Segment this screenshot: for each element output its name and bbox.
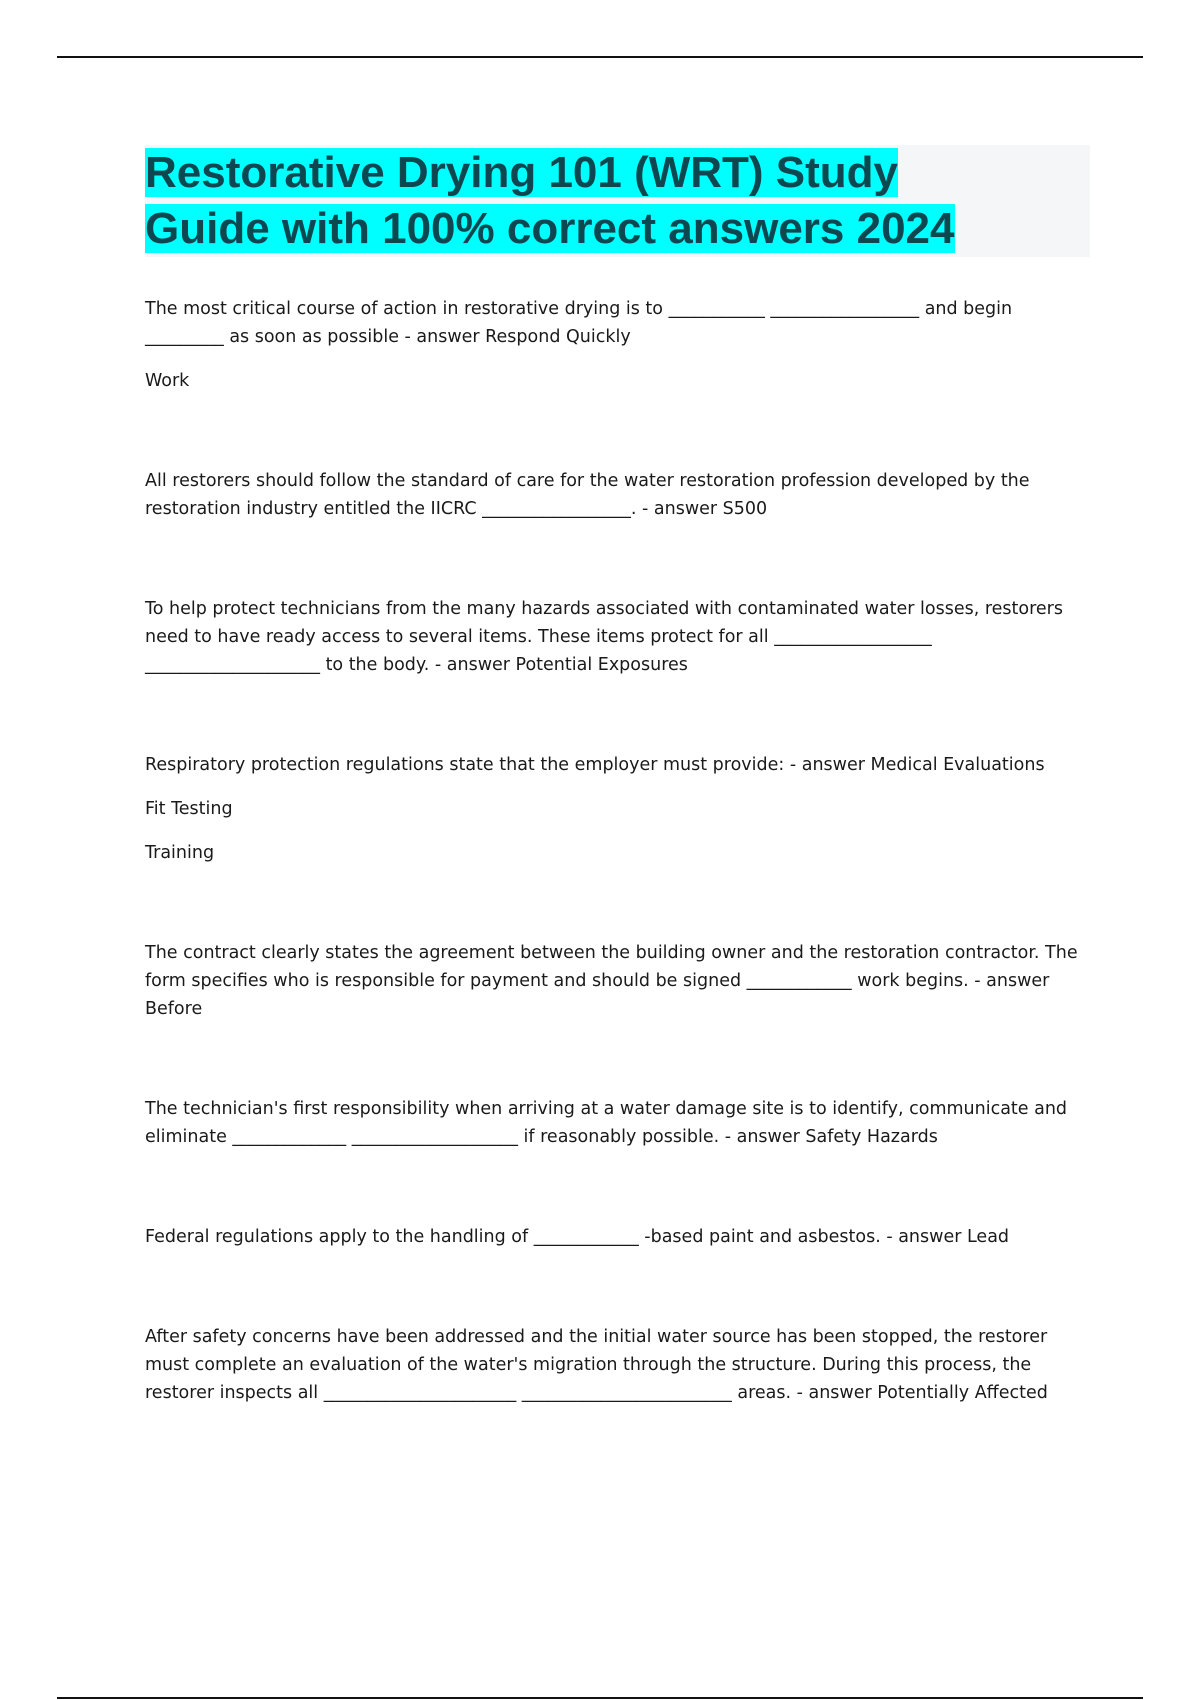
- item-spacer: [145, 1023, 1090, 1095]
- item-spacer: [145, 395, 1090, 467]
- question-text: The contract clearly states the agreement between the building owner and the restoration contractor. The form specifies who is responsible for payment and should be signed ____________ work begins. - answer Before: [145, 943, 1078, 1019]
- qa-item: [145, 295, 1090, 395]
- bottom-divider: [57, 1697, 1143, 1699]
- question-text: Federal regulations apply to the handling of ____________ -based paint and asbestos. - answer Lead: [145, 1227, 1010, 1247]
- item-spacer: [145, 679, 1090, 751]
- qa-item: [145, 1223, 1090, 1251]
- qa-item: [145, 1323, 1090, 1407]
- document-body: [145, 145, 1090, 1407]
- qa-item: [145, 595, 1090, 679]
- qa-list: [145, 295, 1090, 1407]
- top-divider: [57, 56, 1143, 58]
- question-text: All restorers should follow the standard of care for the water restoration profession developed by the restoration industry entitled the IICRC _________________. - answer S500: [145, 471, 1030, 519]
- qa-item: [145, 751, 1090, 867]
- question-text: The technician's first responsibility when arriving at a water damage site is to identify, communicate and eliminate _____________ ___________________ if reasonably possible. - answer Safety Hazards: [145, 1099, 1068, 1147]
- question-text: Respiratory protection regulations state that the employer must provide: - answer Medical Evaluations: [145, 755, 1045, 775]
- qa-item: [145, 1095, 1090, 1151]
- document-title: [145, 145, 1090, 257]
- item-spacer: [145, 523, 1090, 595]
- item-spacer: [145, 1151, 1090, 1223]
- title-box: [145, 145, 1090, 257]
- item-spacer: [145, 867, 1090, 939]
- question-text: The most critical course of action in restorative drying is to ___________ _________________ and begin _________ as soon as possible - answer Respond Quickly: [145, 299, 1013, 347]
- title-line-2: Guide with 100% correct answers 2024: [145, 204, 955, 253]
- qa-item: [145, 939, 1090, 1023]
- answer-continuation: Work: [145, 371, 190, 391]
- answer-continuation: Training: [145, 843, 215, 863]
- item-spacer: [145, 1251, 1090, 1323]
- qa-item: [145, 467, 1090, 523]
- question-text: After safety concerns have been addressed and the initial water source has been stopped, the restorer must complete an evaluation of the water's migration through the structure. During this process, the restorer inspects all ______________________ ________________________ areas. - answer Potentially Affected: [145, 1327, 1048, 1403]
- title-line-1: Restorative Drying 101 (WRT) Study: [145, 148, 899, 197]
- answer-continuation: Fit Testing: [145, 799, 233, 819]
- question-text: To help protect technicians from the many hazards associated with contaminated water losses, restorers need to have ready access to several items. These items protect for all __________________ ____________________ to the body. - answer Potential Exposures: [145, 599, 1063, 675]
